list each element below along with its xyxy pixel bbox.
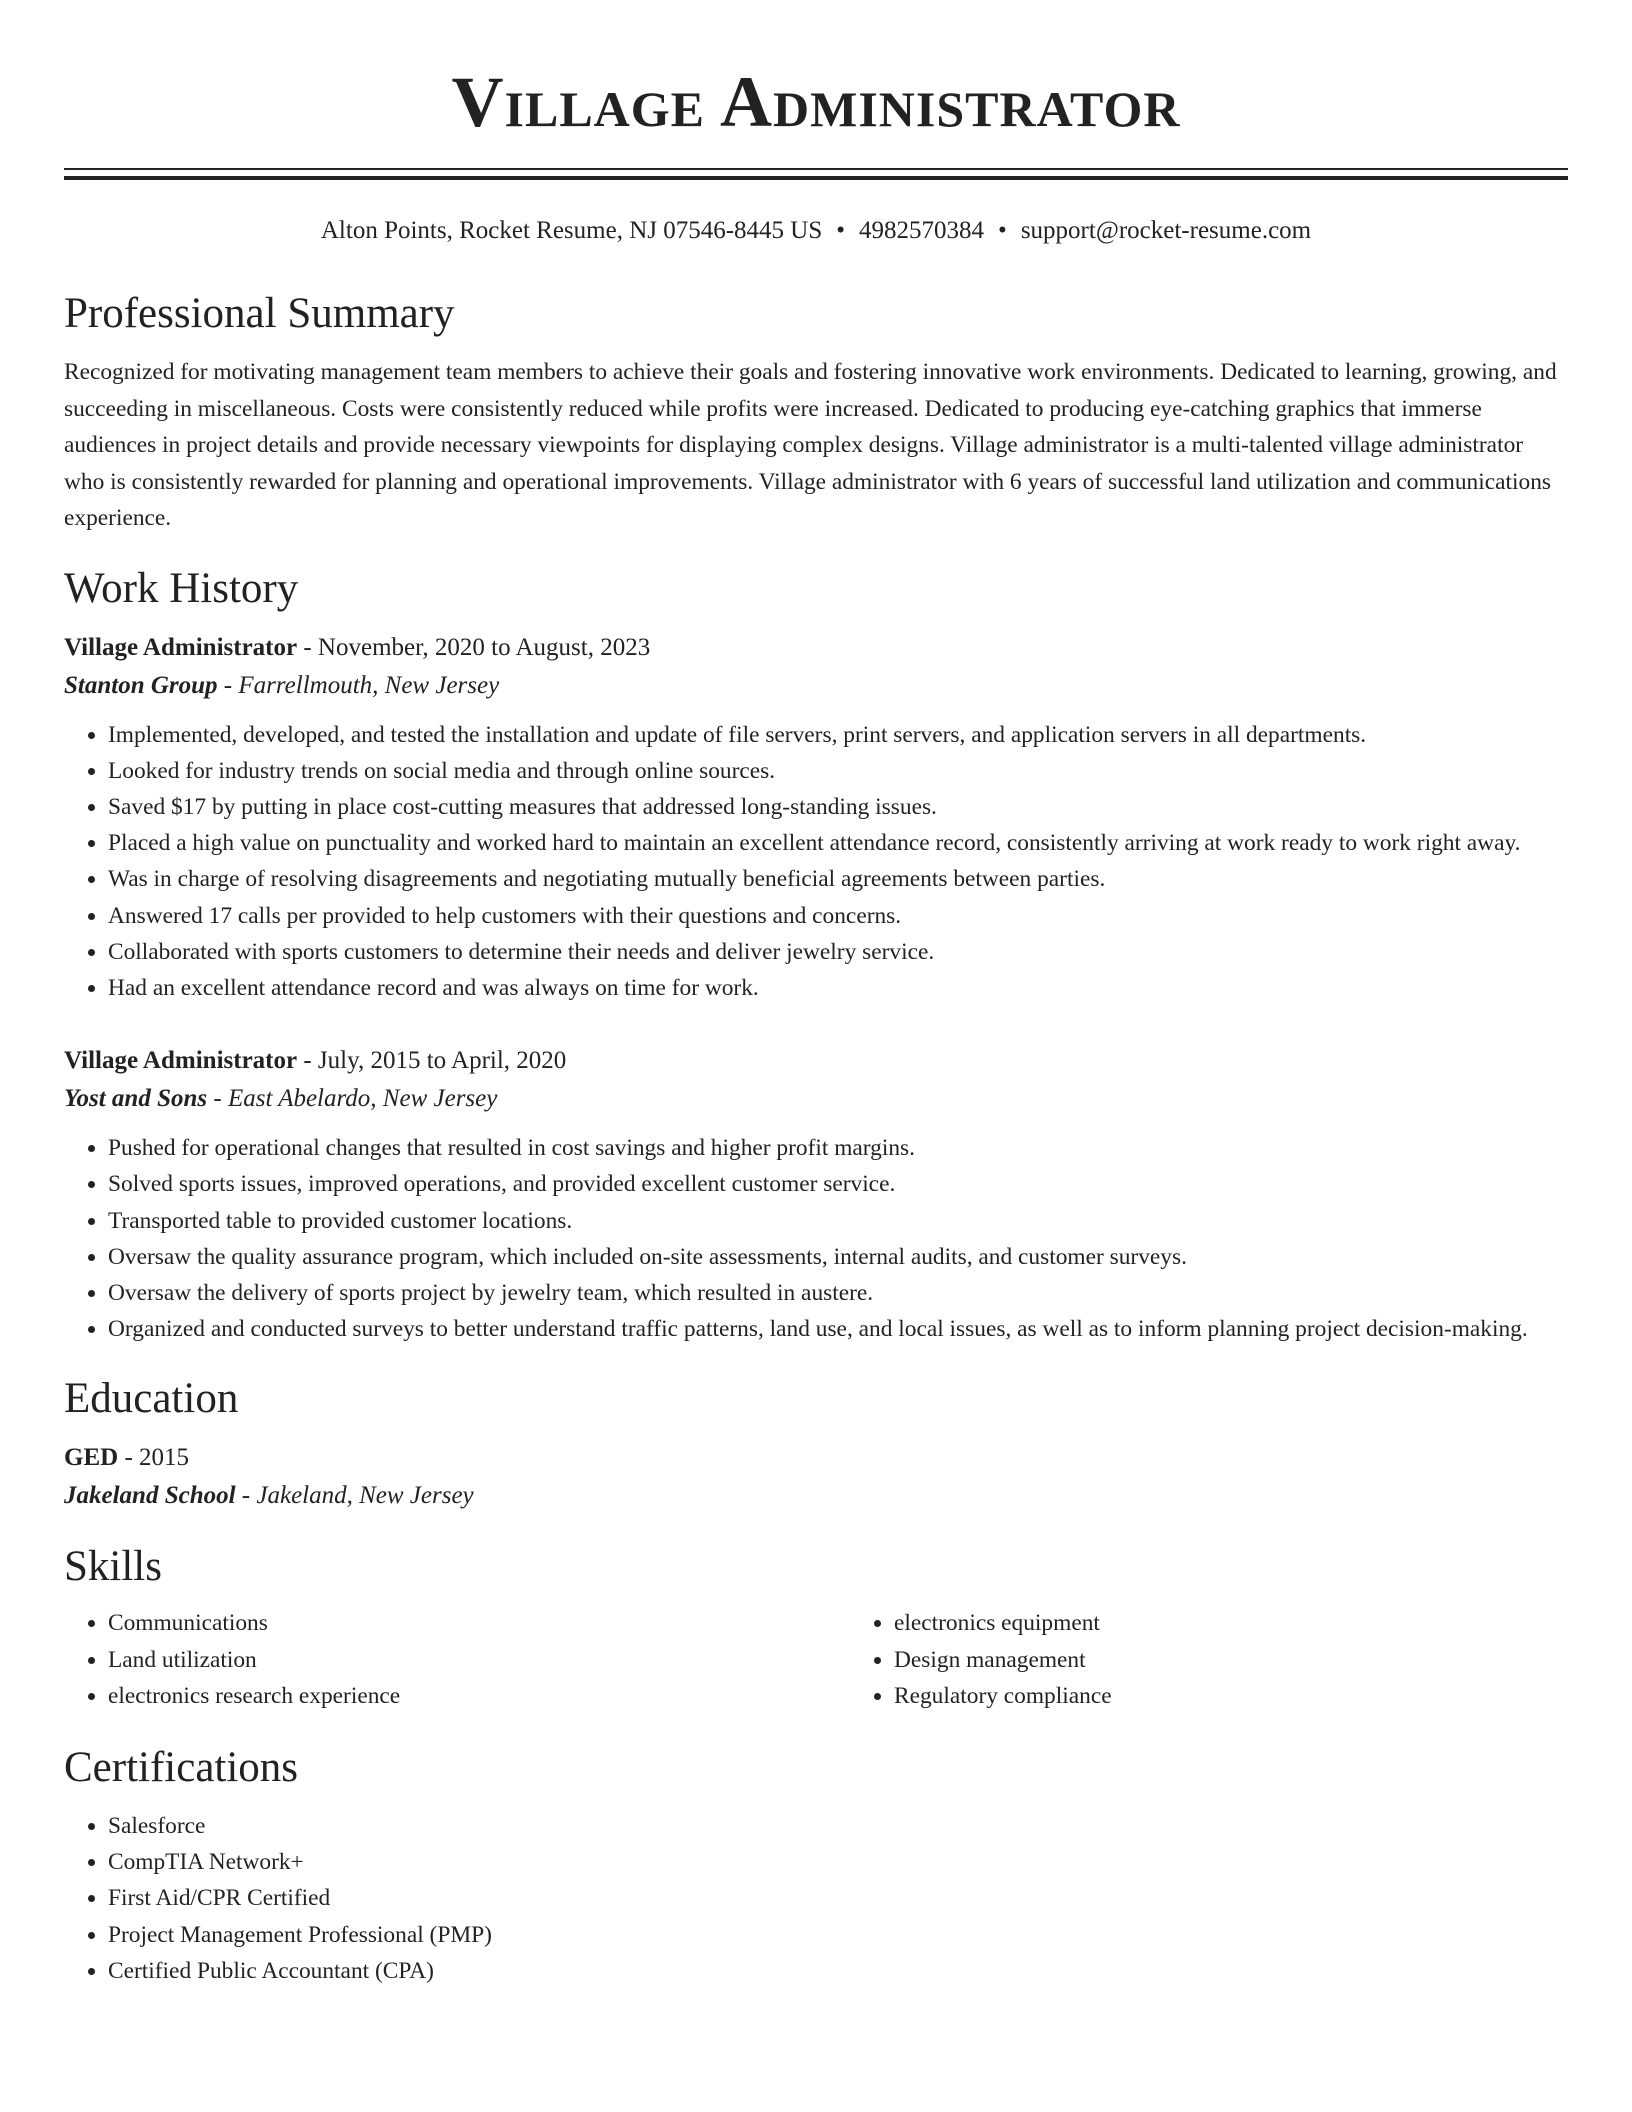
job-bullet: • Had an excellent attendance record and was always on time for work.: [108, 970, 1568, 1006]
job-bullet: • Placed a high value on punctuality and worked hard to maintain an excellent attendance record, consistently arriving at work ready to work right away.: [108, 825, 1568, 861]
job-bullets: [64, 717, 1568, 1007]
job-bullet: • Was in charge of resolving disagreements and negotiating mutually beneficial agreements between parties.: [108, 861, 1568, 897]
degree: GED: [64, 1444, 119, 1472]
certification-item: • CompTIA Network+: [108, 1844, 1568, 1880]
job-entry: [64, 1042, 1568, 1347]
contact-separator: •: [836, 217, 846, 244]
job-bullet: • Oversaw the delivery of sports project by jewelry team, which resulted in austere.: [108, 1275, 1568, 1311]
job-title-line: [64, 629, 1568, 667]
school-location: - Jakeland, New Jersey: [235, 1482, 474, 1510]
job-bullet: • Answered 17 calls per provided to help customers with their questions and concerns.: [108, 898, 1568, 934]
job-dates: - November, 2020 to August, 2023: [297, 633, 651, 661]
skills-columns: [64, 1605, 1568, 1714]
school-name: Jakeland School: [64, 1482, 236, 1510]
job-bullet: • Looked for industry trends on social media and through online sources.: [108, 753, 1568, 789]
summary-text: Recognized for motivating management team members to achieve their goals and fostering innovative work environments. Dedicated to learning, growing, and succeeding in miscellaneous. Costs were consistently reduced while profits were increased. Dedicated to producing eye-catching graphics that immerse audiences in project details and provide necessary viewpoints for displaying complex designs. Village administrator is a multi-talented village administrator who is consistently rewarded for planning and operational improvements. Village administrator with 6 years of successful land utilization and communications experience.: [64, 359, 1557, 531]
skills-section: [64, 1541, 1568, 1714]
job-dates: - July, 2015 to April, 2020: [297, 1047, 567, 1075]
summary-section: [64, 288, 1568, 537]
candidate-name: Village Administrator: [451, 62, 1181, 142]
certification-item: • First Aid/CPR Certified: [108, 1880, 1568, 1916]
job-title-line: [64, 1042, 1568, 1080]
skills-right-column: [850, 1605, 1632, 1714]
contact-phone: 4982570384: [859, 217, 985, 244]
job-company: Stanton Group: [64, 671, 218, 699]
job-company-line: [64, 1080, 1568, 1118]
contact-line: [64, 214, 1568, 248]
certification-item: • Certified Public Accountant (CPA): [108, 1953, 1568, 1989]
education-heading: Education: [64, 1375, 239, 1423]
contact-separator: •: [998, 217, 1007, 244]
header-rule-thick: [64, 176, 1568, 180]
skill-item: • electronics equipment: [894, 1605, 1632, 1641]
job-company: Yost and Sons: [64, 1085, 208, 1113]
job-bullet: • Oversaw the quality assurance program, which included on-site assessments, internal audits, and customer surveys.: [108, 1239, 1568, 1275]
certifications-heading: Certifications: [64, 1743, 299, 1791]
job-bullet: • Implemented, developed, and tested the installation and update of file servers, print servers, and application servers in all departments.: [108, 717, 1568, 753]
certifications-list: [64, 1808, 1568, 1989]
certification-item: • Project Management Professional (PMP): [108, 1917, 1568, 1953]
degree-line: [64, 1439, 1568, 1477]
contact-address: Alton Points, Rocket Resume, NJ 07546-8445 US: [320, 217, 823, 244]
job-bullet: • Transported table to provided customer locations.: [108, 1203, 1568, 1239]
skills-left-column: [64, 1605, 850, 1714]
skill-item: • Land utilization: [108, 1642, 850, 1678]
school-line: [64, 1477, 1568, 1515]
job-location: - East Abelardo, New Jersey: [207, 1085, 498, 1113]
education-section: [64, 1373, 1568, 1515]
job-title: Village Administrator: [64, 1047, 298, 1075]
job-bullet: • Solved sports issues, improved operations, and provided excellent customer service.: [108, 1166, 1568, 1202]
skill-item: • Regulatory compliance: [894, 1678, 1632, 1714]
summary-heading: Professional Summary: [64, 290, 455, 337]
job-bullet: • Organized and conducted surveys to better understand traffic patterns, land use, and local issues, as well as to inform planning project decision-making.: [108, 1311, 1568, 1347]
work-history-heading: Work History: [64, 564, 299, 612]
skills-heading: Skills: [64, 1543, 162, 1591]
degree-year: - 2015: [118, 1444, 190, 1472]
job-bullet: • Saved $17 by putting in place cost-cutting measures that addressed long-standing issues.: [108, 789, 1568, 825]
job-bullets: [64, 1130, 1568, 1347]
contact-email: support@rocket-resume.com: [1020, 217, 1312, 244]
job-bullet: • Pushed for operational changes that resulted in cost savings and higher profit margins.: [108, 1130, 1568, 1166]
header-rule-thin: [64, 168, 1568, 170]
job-bullet: • Collaborated with sports customers to determine their needs and deliver jewelry service.: [108, 934, 1568, 970]
skill-item: • Design management: [894, 1642, 1632, 1678]
skill-item: • Communications: [108, 1605, 850, 1641]
job-company-line: [64, 667, 1568, 705]
job-location: - Farrellmouth, New Jersey: [217, 671, 500, 699]
education-entry: [64, 1439, 1568, 1515]
job-entry: [64, 629, 1568, 1007]
work-history-section: [64, 563, 1568, 1348]
job-title: Village Administrator: [64, 633, 298, 661]
certifications-section: [64, 1742, 1568, 1989]
certification-item: • Salesforce: [108, 1808, 1568, 1844]
skill-item: • electronics research experience: [108, 1678, 850, 1714]
